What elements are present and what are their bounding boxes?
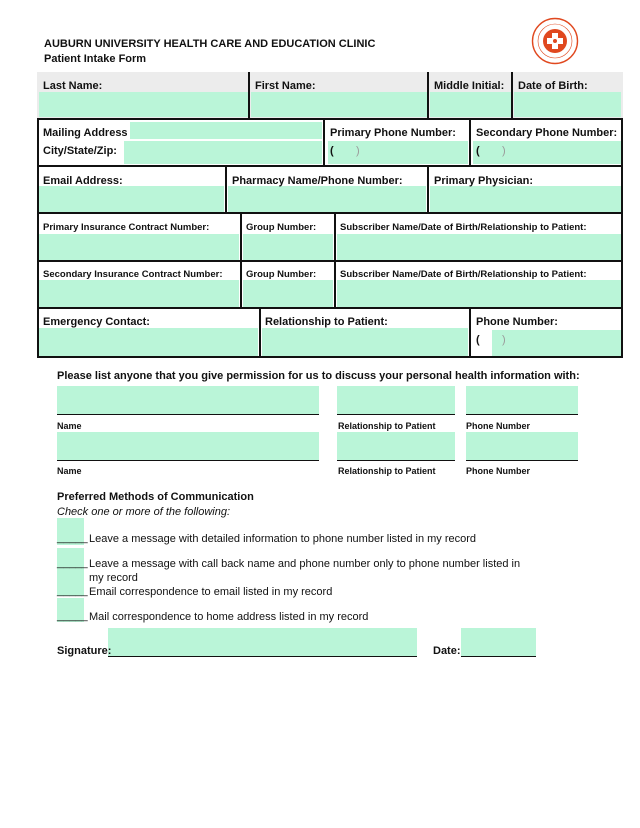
option-1-label: Leave a message with detailed information to phone number listed in my record: [89, 533, 477, 545]
middle-initial-label: Middle Initial:: [434, 80, 505, 92]
option-1-blank: _____: [57, 532, 88, 544]
permission-relationship-1-caption: Relationship to Patient: [338, 421, 436, 431]
communication-subtitle: Check one or more of the following:: [57, 506, 231, 518]
date-label: Date:: [433, 645, 461, 657]
option-4-blank: _____: [57, 610, 88, 622]
permission-relationship-2-input[interactable]: [337, 432, 455, 460]
clinic-name: AUBURN UNIVERSITY HEALTH CARE AND EDUCATION CLINIC: [44, 38, 376, 50]
city-state-zip-label: City/State/Zip:: [43, 145, 117, 157]
permission-phone-1-caption: Phone Number: [466, 421, 531, 431]
option-2-label: Leave a message with call back name and phone number only to phone number listed in my record: [89, 558, 521, 584]
secondary-phone-close-paren: ): [502, 145, 506, 157]
permission-name-1-line: [57, 414, 319, 415]
primary-phone-label: Primary Phone Number:: [330, 127, 456, 139]
primary-subscriber-label: Subscriber Name/Date of Birth/Relationship to Patient:: [340, 222, 587, 233]
primary-insurance-label: Primary Insurance Contract Number:: [43, 222, 210, 233]
secondary-subscriber-label: Subscriber Name/Date of Birth/Relationship to Patient:: [340, 269, 587, 280]
primary-phone-close-paren: ): [356, 145, 360, 157]
signature-label: Signature:: [57, 645, 112, 657]
secondary-group-number-label: Group Number:: [246, 269, 317, 280]
first-name-label: First Name:: [255, 80, 316, 92]
permission-name-2-caption: Name: [57, 466, 82, 476]
date-line: [461, 656, 536, 657]
permission-relationship-2-line: [337, 460, 455, 461]
pharmacy-label: Pharmacy Name/Phone Number:: [232, 175, 403, 187]
emergency-phone-close-paren: ): [502, 334, 506, 346]
permission-relationship-1-line: [337, 414, 455, 415]
option-4-label: Mail correspondence to home address listed in my record: [89, 611, 369, 623]
primary-group-number-label: Group Number:: [246, 222, 317, 233]
signature-input[interactable]: [108, 628, 417, 656]
emergency-contact-label: Emergency Contact:: [43, 316, 150, 328]
last-name-label: Last Name:: [43, 80, 103, 92]
permission-prompt: Please list anyone that you give permission for us to discuss your personal health information with:: [57, 370, 580, 382]
secondary-phone-label: Secondary Phone Number:: [476, 127, 618, 139]
permission-name-2-line: [57, 460, 319, 461]
emergency-phone-open-paren: (: [476, 334, 480, 346]
permission-phone-2-input[interactable]: [466, 432, 578, 460]
date-of-birth-label: Date of Birth:: [518, 80, 588, 92]
permission-phone-1-input[interactable]: [466, 386, 578, 414]
permission-relationship-1-input[interactable]: [337, 386, 455, 414]
signature-line: [108, 656, 417, 657]
email-label: Email Address:: [43, 175, 123, 187]
option-2-blank: _____: [57, 557, 88, 569]
permission-name-1-caption: Name: [57, 421, 82, 431]
option-3-label: Email correspondence to email listed in my record: [89, 586, 333, 598]
permission-phone-1-line: [466, 414, 578, 415]
physician-label: Primary Physician:: [434, 175, 534, 187]
permission-relationship-2-caption: Relationship to Patient: [338, 466, 436, 476]
mailing-address-label: Mailing Address: [43, 127, 128, 139]
date-input[interactable]: [461, 628, 536, 656]
emergency-phone-label: Phone Number:: [476, 316, 558, 328]
permission-phone-2-line: [466, 460, 578, 461]
form-title: Patient Intake Form: [44, 53, 147, 65]
secondary-insurance-label: Secondary Insurance Contract Number:: [43, 269, 223, 280]
communication-title: Preferred Methods of Communication: [57, 491, 254, 503]
emergency-relationship-label: Relationship to Patient:: [265, 316, 388, 328]
permission-phone-2-caption: Phone Number: [466, 466, 531, 476]
option-3-blank: _____: [57, 585, 88, 597]
permission-name-1-input[interactable]: [57, 386, 319, 414]
primary-phone-open-paren: (: [330, 145, 334, 157]
secondary-phone-open-paren: (: [476, 145, 480, 157]
permission-name-2-input[interactable]: [57, 432, 319, 460]
